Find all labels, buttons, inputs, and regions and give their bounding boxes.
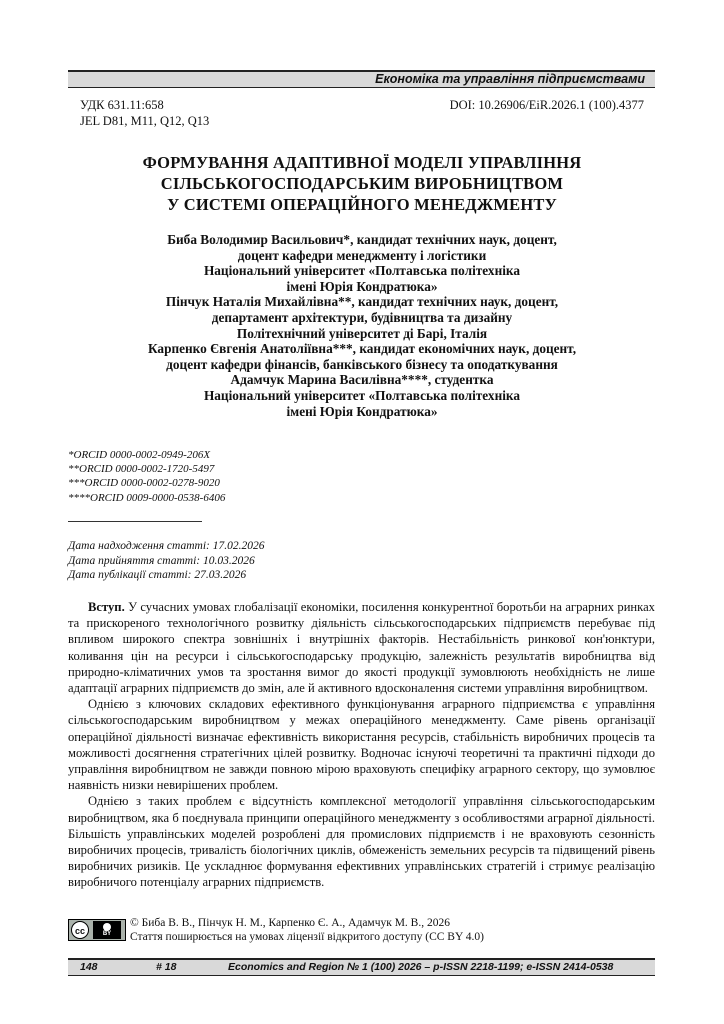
title-line-2: СІЛЬСЬКОГОСПОДАРСЬКИМ ВИРОБНИЦТВОМ: [160, 174, 564, 193]
header-bar: [68, 70, 655, 88]
copyright-line: © Биба В. В., Пінчук Н. М., Карпенко Є. А., Адамчук М. В., 2026: [130, 917, 450, 929]
author-line: Пінчук Наталія Михайлівна**, кандидат технічних наук, доцент,: [165, 294, 559, 310]
cc-by-license-icon[interactable]: [68, 919, 126, 941]
license-text: [130, 917, 484, 944]
author-line: Національний університет «Полтавська політехніка: [203, 387, 521, 403]
paragraph-intro: [68, 599, 655, 696]
udc-code: УДК 631.11:658: [80, 98, 164, 112]
orcid-link[interactable]: ***ORCID 0000-0002-0278-9020: [68, 477, 220, 490]
authors-block: [80, 232, 644, 419]
by-icon: [93, 921, 121, 939]
person-icon: [103, 923, 111, 931]
date-accepted: Дата прийняття статті: 10.03.2026: [68, 554, 255, 567]
date-received: Дата надходження статті: 17.02.2026: [68, 540, 265, 552]
author-line: Карпенко Євгенія Анатоліївна***, кандидат економічних наук, доцент,: [147, 341, 577, 357]
author-line: імені Юрія Кондратюка»: [286, 278, 438, 294]
author-line: доцент кафедри фінансів, банківського бізнесу та оподаткування: [166, 356, 558, 372]
license-block: [68, 917, 655, 947]
article-body: [68, 599, 655, 891]
orcid-list: [68, 448, 225, 505]
jel-codes: JEL D81, M11, Q12, Q13: [80, 114, 210, 128]
date-published: Дата публікації статті: 27.03.2026: [68, 569, 247, 582]
author-line: Биба Володимир Васильович*, кандидат технічних наук, доцент,: [167, 232, 557, 247]
article-dates: [68, 539, 264, 583]
page-number: 148: [80, 961, 98, 973]
doi: DOI: 10.26906/EiR.2026.1 (100).4377: [449, 98, 644, 112]
cc-icon: cc: [71, 921, 89, 939]
paragraph: Однією з ключових складових ефективного функціонування аграрного підприємства є управління сільськогосподарським виробництвом у межах операційного менеджменту. Саме рівень організації операційної діяльності визначає ефективність використання ресурсів, стабільність виробничих процесів та можливості досягнення стратегічних цілей розвитку. Водночас існуючі теоретичні та практичні підходи до управління виробництвом не завжди повною мірою враховують специфіку аграрного сектору, що зумовлює наявність низки невирішених проблем.: [68, 697, 655, 793]
title-line-3: У СИСТЕМІ ОПЕРАЦІЙНОГО МЕНЕДЖМЕНТУ: [167, 195, 557, 214]
divider: [68, 521, 202, 522]
author-line: департамент архітектури, будівництва та дизайну: [211, 309, 513, 325]
orcid-link[interactable]: ****ORCID 0009-0000-0538-6406: [68, 491, 226, 504]
author-line: імені Юрія Кондратюка»: [286, 403, 438, 419]
journal-section-title: Економіка та управління підприємствами: [375, 72, 645, 86]
title-line-1: ФОРМУВАННЯ АДАПТИВНОЇ МОДЕЛІ УПРАВЛІННЯ: [142, 153, 582, 172]
author-line: доцент кафедри менеджменту і логістики: [237, 247, 487, 263]
license-terms: Стаття поширюється на умовах ліцензії відкритого доступу (CC BY 4.0): [130, 930, 484, 943]
author-line: Національний університет «Полтавська політехніка: [203, 263, 521, 279]
orcid-link[interactable]: *ORCID 0000-0002-0949-206X: [68, 449, 211, 461]
footer-bar: [68, 958, 655, 976]
issue-number: # 18: [156, 961, 177, 973]
intro-label: Вступ.: [88, 600, 125, 614]
article-title: [80, 152, 644, 215]
author-line: Політехнічний університет ді Барі, Італія: [236, 325, 488, 341]
orcid-link[interactable]: **ORCID 0000-0002-1720-5497: [68, 463, 215, 476]
by-label: BY: [102, 930, 112, 937]
journal-footer: Economics and Region № 1 (100) 2026 – p-ISSN 2218-1199; e-ISSN 2414-0538: [228, 961, 614, 973]
paragraph: Однією з таких проблем є відсутність комплексної методології управління сільськогосподарським виробництвом, яка б поєднувала принципи операційного менеджменту з особливостями аграрної діяльності. Більшість управлінських моделей розроблені для промислових підприємств і не враховують сезонність виробничих процесів, тривалість біологічних циклів, обмеженість земельних ресурсів та підвищений рівень виробничих ризиків. Це ускладнює формування ефективних управлінських стратегій і стримує реалізацію виробничого потенціалу аграрних підприємств.: [68, 794, 655, 890]
author-line: Адамчук Марина Василівна****, студентка: [230, 372, 494, 388]
paragraph-text: У сучасних умовах глобалізації економіки, посилення конкурентної боротьби на аграрних ринках та прискореного технологічного розвитку діяльність сільськогосподарських підприємств перебуває під впливом широкого спектра зовнішніх і внутрішніх факторів. Нестабільність ринкової кон'юнктури, коливання цін на ресурси і сільськогосподарську продукцію, залежність результатів виробництва від природно-кліматичних умов та зростання вимог до якості продукції зумовлюють необхідність не лише адаптації аграрних підприємств до змін, але й активного вдосконалення системи управління виробництвом.: [68, 600, 655, 696]
